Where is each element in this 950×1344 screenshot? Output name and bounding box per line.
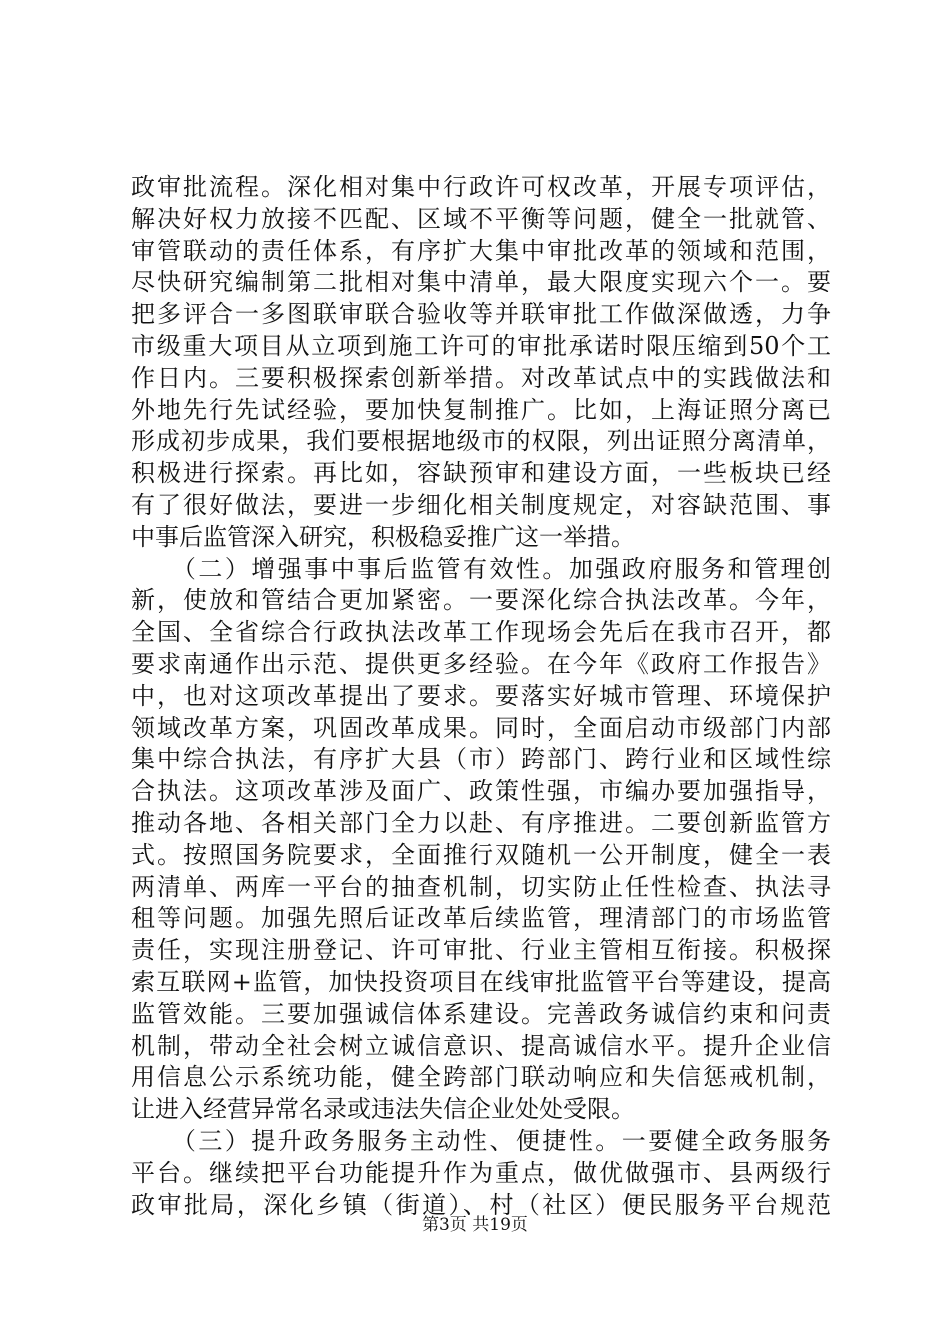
text-line: 合执法。这项改革涉及面广、政策性强，市编办要加强指导， (131, 777, 831, 806)
text-line: 机制，带动全社会树立诚信意识、提高诚信水平。提升企业信 (131, 1031, 831, 1060)
text-line: 尽快研究编制第二批相对集中清单，最大限度实现六个一。要 (131, 268, 831, 297)
text-line: 两清单、两库一平台的抽查机制，切实防止任性检查、执法寻 (131, 872, 831, 901)
text-line: （三）提升政务服务主动性、便捷性。一要健全政务服务 (131, 1126, 831, 1155)
body-text (131, 172, 831, 1221)
text-line: 领域改革方案，巩固改革成果。同时，全面启动市级部门内部 (131, 713, 831, 742)
text-line: 新，使放和管结合更加紧密。一要深化综合执法改革。今年， (131, 586, 831, 615)
text-line: 要求南通作出示范、提供更多经验。在今年《政府工作报告》 (131, 649, 831, 678)
text-line: 推动各地、各相关部门全力以赴、有序推进。二要创新监管方 (131, 808, 831, 837)
text-line: 作日内。三要积极探索创新举措。对改革试点中的实践做法和 (131, 363, 831, 392)
text-line: 外地先行先试经验，要加快复制推广。比如，上海证照分离已 (131, 395, 831, 424)
text-line: 用信息公示系统功能，健全跨部门联动响应和失信惩戒机制， (131, 1063, 831, 1092)
text-line: 把多评合一多图联审联合验收等并联审批工作做深做透，力争 (131, 300, 831, 329)
page-number-footer: 第3页 共19页 (422, 1215, 528, 1235)
text-line: 有了很好做法，要进一步细化相关制度规定，对容缺范围、事 (131, 490, 831, 519)
text-line: 全国、全省综合行政执法改革工作现场会先后在我市召开，都 (131, 618, 831, 647)
text-line: 政审批流程。深化相对集中行政许可权改革，开展专项评估， (131, 173, 831, 201)
text-line: 市级重大项目从立项到施工许可的审批承诺时限压缩到50个工 (131, 331, 831, 360)
text-line: 审管联动的责任体系，有序扩大集中审批改革的领域和范围， (131, 236, 831, 265)
text-line: 式。按照国务院要求，全面推行双随机一公开制度，健全一表 (131, 840, 831, 869)
text-line: 解决好权力放接不匹配、区域不平衡等问题，健全一批就管、 (131, 204, 831, 233)
text-line: 索互联网+监管，加快投资项目在线审批监管平台等建设，提高 (131, 967, 831, 996)
text-line: （二）增强事中事后监管有效性。加强政府服务和管理创 (131, 554, 831, 583)
text-line: 积极进行探索。再比如，容缺预审和建设方面，一些板块已经 (131, 459, 831, 488)
text-line: 租等问题。加强先照后证改革后续监管，理清部门的市场监管 (131, 904, 831, 933)
text-line: 平台。继续把平台功能提升作为重点，做优做强市、县两级行 (131, 1158, 831, 1187)
text-line: 责任，实现注册登记、许可审批、行业主管相互衔接。积极探 (131, 936, 831, 965)
text-line: 中，也对这项改革提出了要求。要落实好城市管理、环境保护 (131, 681, 831, 710)
text-line: 政审批局，深化乡镇（街道）、村（社区）便民服务平台规范 (131, 1190, 831, 1219)
text-line: 集中综合执法，有序扩大县（市）跨部门、跨行业和区域性综 (131, 745, 831, 774)
text-line: 监管效能。三要加强诚信体系建设。完善政务诚信约束和问责 (131, 999, 831, 1028)
text-line: 中事后监管深入研究，积极稳妥推广这一举措。 (131, 522, 635, 551)
text-line: 形成初步成果，我们要根据地级市的权限，列出证照分离清单， (131, 427, 831, 456)
text-line: 让进入经营异常名录或违法失信企业处处受限。 (131, 1095, 635, 1124)
